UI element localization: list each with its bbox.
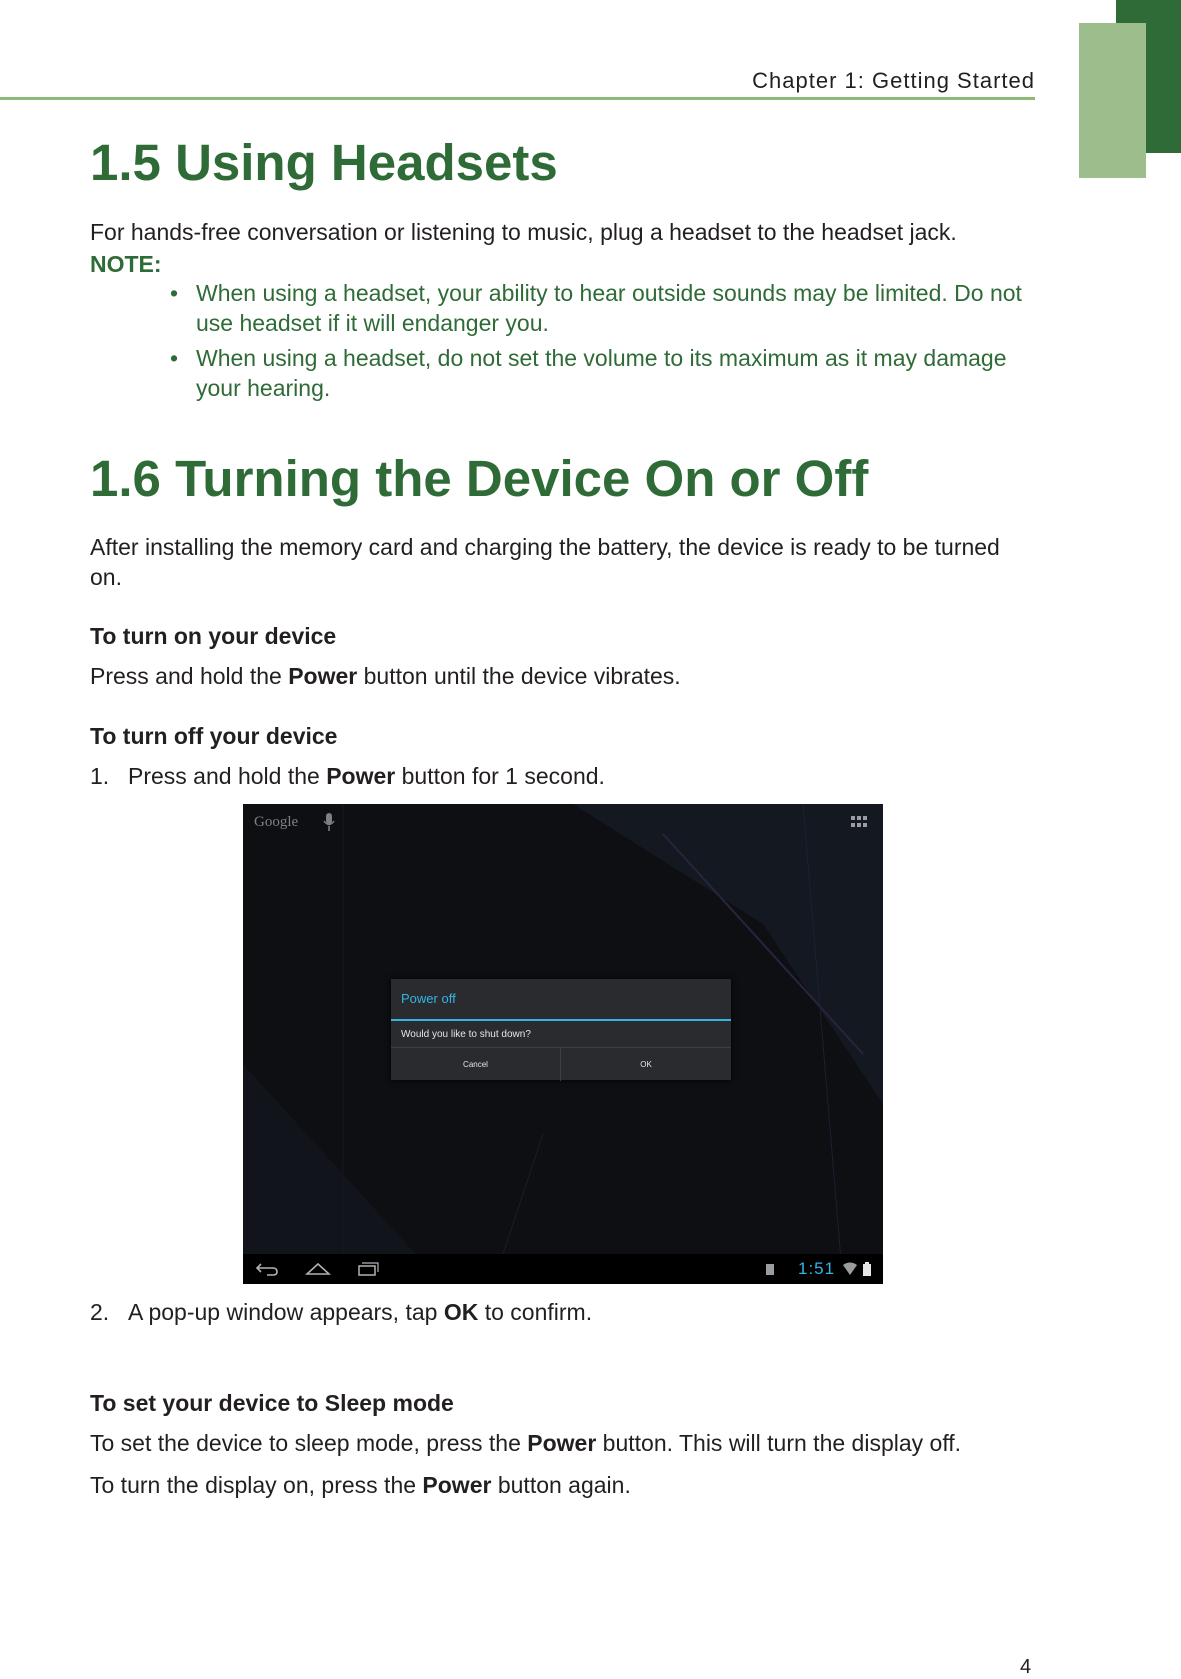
recent-apps-icon[interactable] (357, 1262, 379, 1276)
section-heading-power: 1.6 Turning the Device On or Off (90, 450, 869, 507)
note-text: When using a headset, do not set the volume to its maximum as it may damage your hearing. (196, 345, 1007, 401)
dialog-title: Power off (401, 991, 456, 1006)
back-icon[interactable] (255, 1262, 279, 1276)
note-label: NOTE: (90, 251, 162, 277)
dialog-title-divider (391, 1019, 731, 1021)
power-intro: After installing the memory card and charging the battery, the device is ready to be turned on. (90, 534, 1000, 590)
sleep-line-1: To set the device to sleep mode, press the Power button. This will turn the display off. (90, 1430, 962, 1456)
ok-button[interactable]: OK (640, 1060, 652, 1069)
sleep-subhead: To set your device to Sleep mode (90, 1390, 454, 1416)
clock: 1:51 (798, 1259, 836, 1278)
dialog-message: Would you like to shut down? (401, 1029, 531, 1040)
mic-icon[interactable] (323, 813, 335, 831)
note-item (170, 343, 1030, 403)
page-number: 4 (1020, 1656, 1032, 1678)
sleep-line-2: To turn the display on, press the Power button again. (90, 1472, 631, 1498)
dialog-button-bar (391, 1047, 731, 1081)
chapter-title: Chapter 1: Getting Started (752, 68, 1035, 93)
notification-icon[interactable] (765, 1262, 775, 1276)
turn-on-text: Press and hold the Power button until the device vibrates. (90, 663, 681, 689)
chapter-header (0, 0, 1035, 101)
note-item (170, 278, 1030, 338)
headsets-intro: For hands-free conversation or listening to music, plug a headset to the headset jack. (90, 219, 957, 245)
section-heading-headsets: 1.5 Using Headsets (90, 134, 558, 191)
google-search-label[interactable]: Google (254, 814, 299, 830)
system-bar (243, 1254, 883, 1284)
apps-grid-icon[interactable] (851, 816, 867, 828)
cancel-button[interactable]: Cancel (391, 1048, 561, 1081)
chapter-tab-light (1079, 23, 1146, 178)
bullet-icon: • (170, 280, 179, 306)
note-list (170, 278, 1030, 408)
wifi-icon (843, 1262, 857, 1276)
header-rule (0, 97, 1035, 100)
bullet-icon: • (170, 345, 179, 371)
battery-icon (863, 1262, 871, 1276)
note-text: When using a headset, your ability to hear outside sounds may be limited. Do not use headset if it will endanger you. (196, 280, 1022, 336)
device-screenshot (243, 804, 883, 1284)
step-1: 1. Press and hold the Power button for 1 second. (90, 763, 605, 789)
step-2: 2. A pop-up window appears, tap OK to confirm. (90, 1299, 593, 1325)
turn-on-subhead: To turn on your device (90, 623, 337, 649)
turn-off-subhead: To turn off your device (90, 723, 338, 749)
home-icon[interactable] (305, 1262, 331, 1276)
power-off-dialog (391, 979, 731, 1080)
